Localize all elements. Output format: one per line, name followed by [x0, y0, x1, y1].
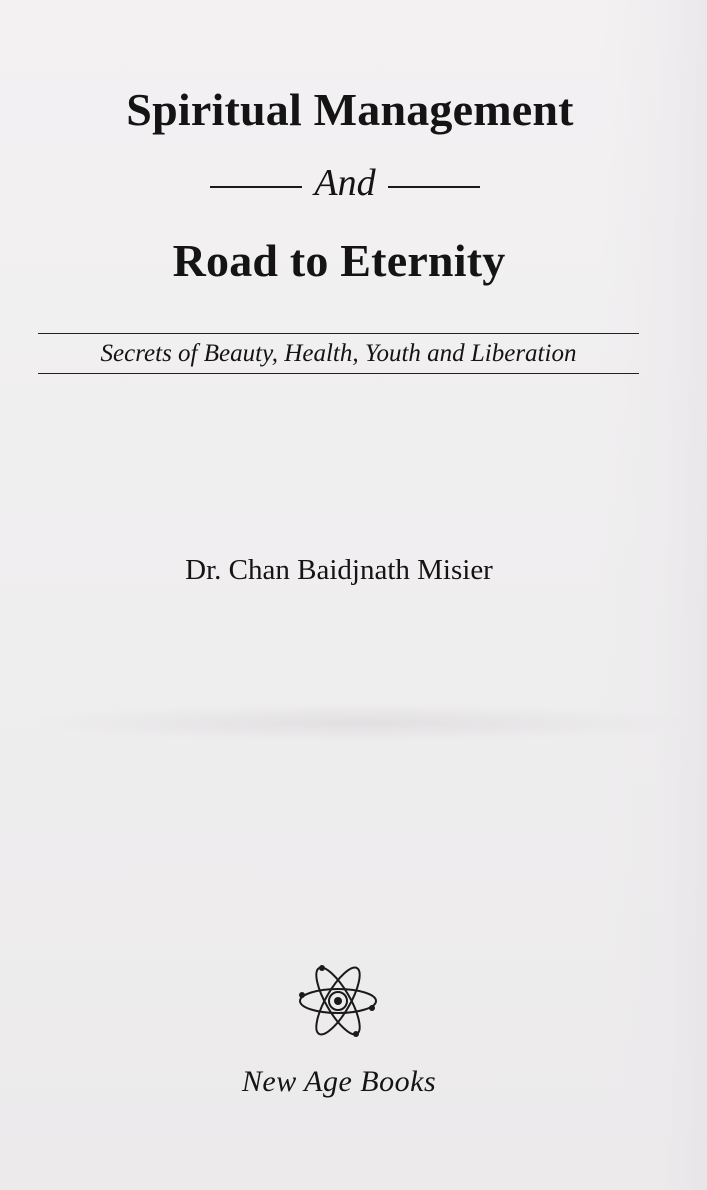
publisher-name: New Age Books: [241, 1065, 437, 1098]
show-through-shadow: [40, 705, 680, 741]
book-subtitle: Secrets of Beauty, Health, Youth and Liberation: [100, 340, 577, 367]
subtitle-rule-bottom: [38, 373, 639, 374]
author-name: Dr. Chan Baidjnath Misier: [185, 554, 493, 586]
connector-rule-right: [388, 186, 480, 188]
connector-rule-left: [210, 186, 302, 188]
title-connector: [0, 160, 690, 206]
connector-word: And: [314, 162, 376, 204]
book-title-line-1: Spiritual Management: [126, 84, 574, 135]
subtitle-rule-top: [38, 333, 639, 334]
atom-icon: [294, 962, 382, 1040]
book-title-line-2: Road to Eternity: [172, 235, 506, 286]
